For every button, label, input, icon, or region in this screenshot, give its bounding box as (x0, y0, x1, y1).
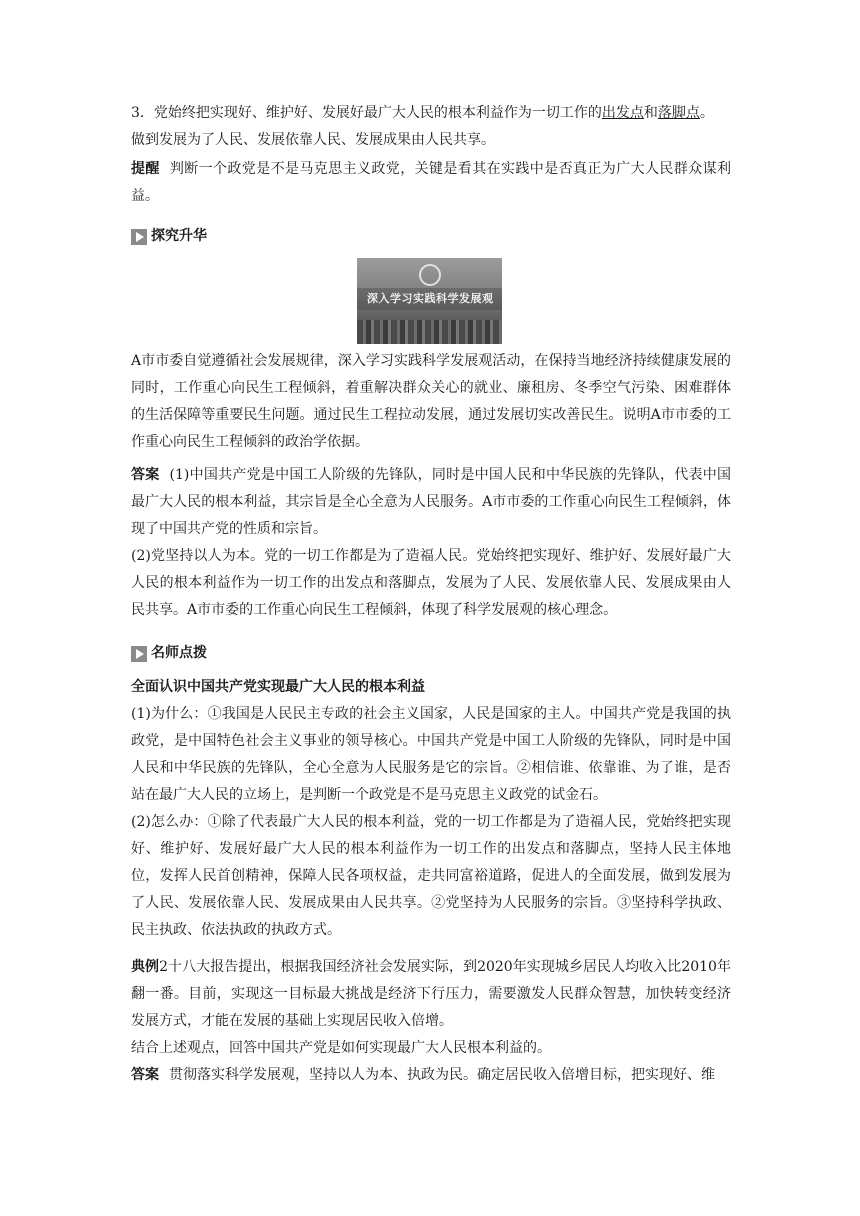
explore-answer (131, 462, 731, 624)
example-question: 结合上述观点，回答中国共产党是如何实现最广大人民根本利益的。 (131, 1040, 551, 1056)
example-label: 典例 (131, 959, 160, 975)
item-3 (131, 100, 731, 154)
party-emblem-icon (419, 264, 441, 286)
term-starting-point: 出发点 (601, 105, 644, 121)
answer-label: 答案 (131, 467, 160, 483)
teacher-paragraph-2: (2)怎么办：①除了代表最广大人民的根本利益，党的一切工作都是为了造福人民，党始终把实现好、维护好、发展好最广大人民的根本利益作为一切工作的出发点和落脚点，坚持人民主体地位，发挥人民首创精神，保障人民各项权益，走共同富裕道路，促进人的全面发展，做到发展为了人民、发展依靠人民、发展成果由人民共享。②党坚持为人民服务的宗旨。③坚持科学执政、民主执政、依法执政的执政方式。 (131, 814, 731, 938)
example-section (131, 954, 731, 1089)
image-caption: 深入学习实践科学发展观 (367, 292, 494, 305)
reminder-label: 提醒 (131, 161, 160, 177)
teacher-paragraph-1: (1)为什么：①我国是人民民主专政的社会主义国家，人民是国家的主人。中国共产党是我国的执政党，是中国特色社会主义事业的领导核心。中国共产党是中国工人阶级的先锋队，同时是中国人民和中华民族的先锋队，全心全意为人民服务是它的宗旨。②相信谁、依靠谁、为了谁，是否站在最广大人民的立场上，是判断一个政党是不是马克思主义政党的试金石。 (131, 706, 731, 803)
explore-image (357, 258, 502, 344)
teacher-section (131, 674, 731, 944)
explore-question: A市市委自觉遵循社会发展规律，深入学习实践科学发展观活动，在保持当地经济持续健康发展的同时，工作重心向民生工程倾斜，着重解决群众关心的就业、廉租房、冬季空气污染、困难群体的生活保障等重要民生问题。通过民生工程拉动发展，通过发展切实改善民生。说明A市市委的工作重心向民生工程倾斜的政治学依据。 (131, 353, 731, 450)
teacher-heading: 名师点拨 (131, 640, 731, 667)
teacher-title: 全面认识中国共产党实现最广大人民的根本利益 (131, 679, 425, 695)
reminder (131, 156, 731, 210)
item-3-line-1: 3．党始终把实现好、维护好、发展好最广大人民的根本利益作为一切工作的出发点和落脚点。 (131, 105, 714, 121)
play-triangle-icon (131, 646, 147, 662)
reminder-text: 判断一个政党是不是马克思主义政党，关键是看其在实践中是否真正为广大人民群众谋利益。 (131, 161, 732, 204)
play-triangle-icon (131, 229, 147, 245)
example-text: 2十八大报告提出，根据我国经济社会发展实际，到2020年实现城乡居民人均收入比2010年翻一番。目前，实现这一目标最大挑战是经济下行压力，需要激发人民群众智慧，加快转变经济发展方式，才能在发展的基础上实现居民收入倍增。 (131, 959, 731, 1029)
answer-paragraph-1: (1)中国共产党是中国工人阶级的先锋队，同时是中国人民和中华民族的先锋队，代表中国最广大人民的根本利益，其宗旨是全心全意为人民服务。A市市委的工作重心向民生工程倾斜，体现了中国共产党的性质和宗旨。 (131, 467, 731, 537)
example-answer-text: 贯彻落实科学发展观，坚持以人为本、执政为民。确定居民收入倍增目标，把实现好、维 (169, 1067, 715, 1083)
example-answer-label: 答案 (131, 1067, 159, 1083)
item-3-line-2: 做到发展为了人民、发展依靠人民、发展成果由人民共享。 (131, 132, 495, 148)
city-skyline (357, 320, 502, 344)
answer-paragraph-2: (2)党坚持以人为本。党的一切工作都是为了造福人民。党始终把实现好、维护好、发展好最广大人民的根本利益作为一切工作的出发点和落脚点，发展为了人民、发展依靠人民、发展成果由人民共享。A市市委的工作重心向民生工程倾斜，体现了科学发展观的核心理念。 (131, 548, 731, 618)
explore-heading: 探究升华 (131, 223, 731, 250)
term-end-point: 落脚点 (657, 105, 700, 121)
